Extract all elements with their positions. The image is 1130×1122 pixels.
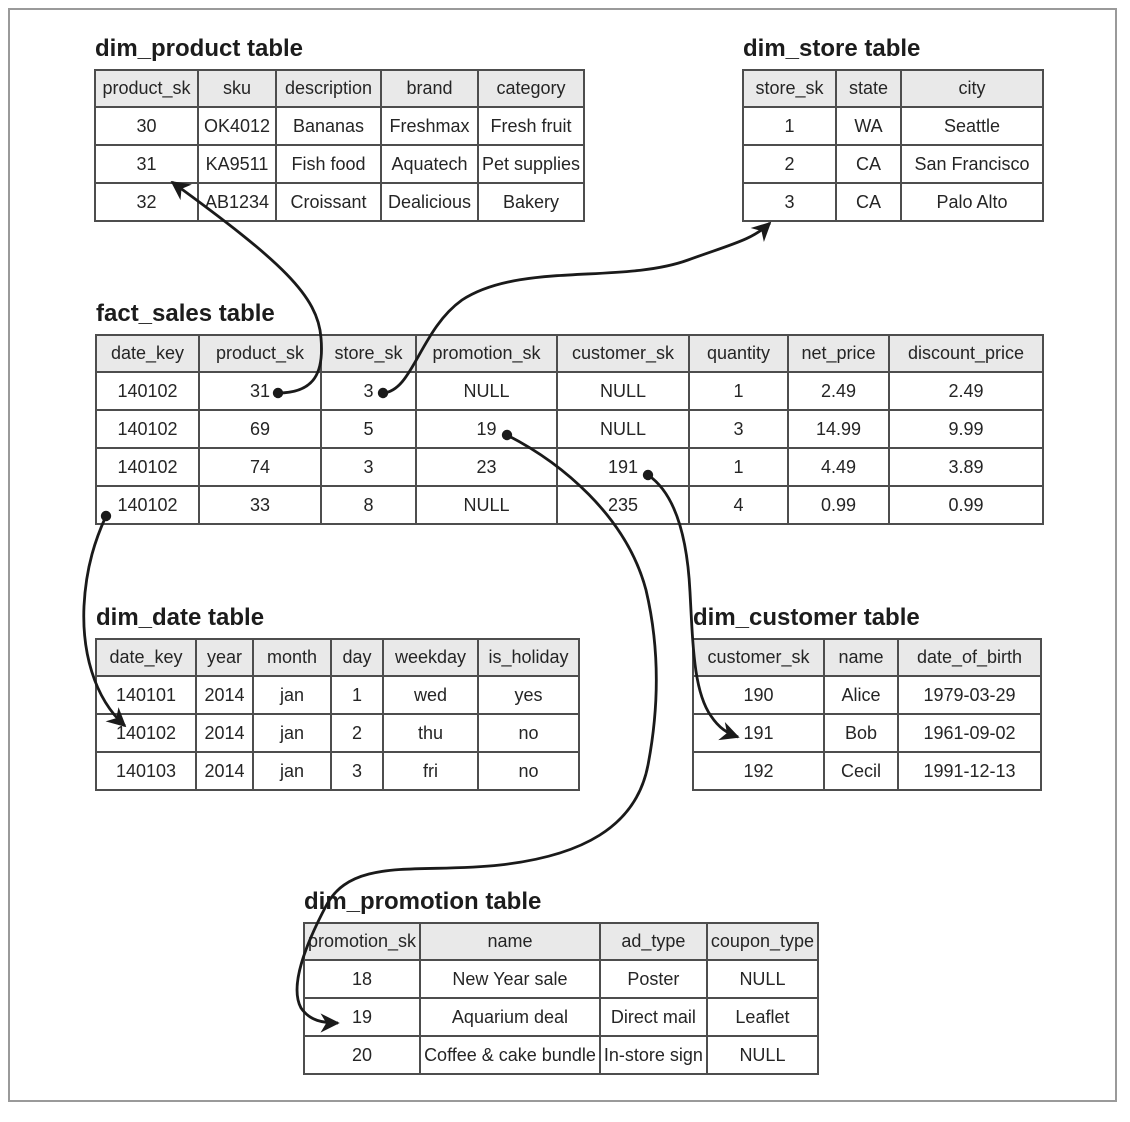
- table-cell: 1991-12-13: [898, 752, 1041, 790]
- table-cell: Poster: [600, 960, 707, 998]
- table-cell: 2014: [196, 714, 253, 752]
- table-row: [95, 107, 584, 145]
- column-header: store_sk: [321, 335, 416, 372]
- table-row: [304, 998, 818, 1036]
- table-row: [96, 676, 579, 714]
- table-row: [743, 145, 1043, 183]
- fact-sales-title: fact_sales table: [96, 300, 275, 327]
- table-row: [304, 1036, 818, 1074]
- table-cell: 3: [331, 752, 383, 790]
- table-cell: 192: [693, 752, 824, 790]
- dim-date-table-block: [95, 605, 580, 791]
- table-cell: Fresh fruit: [478, 107, 584, 145]
- table-cell: Pet supplies: [478, 145, 584, 183]
- table-row: [743, 107, 1043, 145]
- table-cell: 20: [304, 1036, 420, 1074]
- table-cell: NULL: [557, 372, 689, 410]
- table-cell: 3.89: [889, 448, 1043, 486]
- table-cell: 2: [331, 714, 383, 752]
- dim-store-table: [742, 69, 1044, 222]
- table-cell: 19: [304, 998, 420, 1036]
- column-header: net_price: [788, 335, 889, 372]
- table-cell: 1: [689, 448, 788, 486]
- column-header: date_key: [96, 639, 196, 676]
- table-cell: 140102: [96, 372, 199, 410]
- table-row: [96, 714, 579, 752]
- dim-store-title: dim_store table: [743, 35, 921, 62]
- column-header: product_sk: [95, 70, 198, 107]
- table-cell: Dealicious: [381, 183, 478, 221]
- table-cell: thu: [383, 714, 478, 752]
- table-cell: 33: [199, 486, 321, 524]
- column-header: customer_sk: [557, 335, 689, 372]
- table-row: [304, 960, 818, 998]
- table-cell: Bakery: [478, 183, 584, 221]
- dim-date-table: [95, 638, 580, 791]
- table-cell: Croissant: [276, 183, 381, 221]
- table-cell: 140101: [96, 676, 196, 714]
- fact-sales-table-block: [95, 301, 1044, 525]
- table-cell: Palo Alto: [901, 183, 1043, 221]
- table-cell: Coffee & cake bundle: [420, 1036, 600, 1074]
- table-cell: 190: [693, 676, 824, 714]
- table-cell: 2014: [196, 752, 253, 790]
- table-cell: 1: [331, 676, 383, 714]
- table-row: [96, 486, 1043, 524]
- table-cell: 191: [557, 448, 689, 486]
- header-row: [743, 70, 1043, 107]
- table-cell: 1979-03-29: [898, 676, 1041, 714]
- column-header: weekday: [383, 639, 478, 676]
- dim-product-title: dim_product table: [95, 35, 304, 62]
- table-cell: 1: [689, 372, 788, 410]
- table-cell: 1961-09-02: [898, 714, 1041, 752]
- table-cell: Aquarium deal: [420, 998, 600, 1036]
- column-header: city: [901, 70, 1043, 107]
- table-cell: 2: [743, 145, 836, 183]
- table-cell: CA: [836, 145, 901, 183]
- table-cell: 31: [199, 372, 321, 410]
- table-row: [96, 372, 1043, 410]
- table-cell: 69: [199, 410, 321, 448]
- column-header: is_holiday: [478, 639, 579, 676]
- column-header: product_sk: [199, 335, 321, 372]
- table-cell: no: [478, 714, 579, 752]
- header-row: [304, 923, 818, 960]
- table-cell: 140103: [96, 752, 196, 790]
- table-cell: KA9511: [198, 145, 276, 183]
- table-row: [693, 676, 1041, 714]
- table-cell: jan: [253, 714, 331, 752]
- table-cell: 19: [416, 410, 557, 448]
- table-cell: NULL: [416, 486, 557, 524]
- column-header: date_key: [96, 335, 199, 372]
- table-cell: NULL: [707, 1036, 818, 1074]
- table-cell: yes: [478, 676, 579, 714]
- table-cell: NULL: [707, 960, 818, 998]
- table-row: [693, 714, 1041, 752]
- table-row: [96, 410, 1043, 448]
- column-header: discount_price: [889, 335, 1043, 372]
- dim-customer-table: [692, 638, 1042, 791]
- column-header: category: [478, 70, 584, 107]
- table-cell: CA: [836, 183, 901, 221]
- column-header: promotion_sk: [416, 335, 557, 372]
- table-cell: 3: [321, 448, 416, 486]
- table-cell: no: [478, 752, 579, 790]
- column-header: month: [253, 639, 331, 676]
- table-cell: 23: [416, 448, 557, 486]
- table-cell: OK4012: [198, 107, 276, 145]
- dim-product-table: [94, 69, 585, 222]
- table-cell: Cecil: [824, 752, 898, 790]
- table-cell: Leaflet: [707, 998, 818, 1036]
- column-header: name: [824, 639, 898, 676]
- table-row: [693, 752, 1041, 790]
- table-row: [743, 183, 1043, 221]
- table-cell: San Francisco: [901, 145, 1043, 183]
- table-cell: 30: [95, 107, 198, 145]
- table-cell: 191: [693, 714, 824, 752]
- dim-promotion-title: dim_promotion table: [304, 888, 542, 915]
- table-cell: 5: [321, 410, 416, 448]
- column-header: coupon_type: [707, 923, 818, 960]
- column-header: day: [331, 639, 383, 676]
- dim-promotion-table: [303, 922, 819, 1075]
- dim-store-table-block: [742, 36, 1044, 222]
- table-cell: 0.99: [788, 486, 889, 524]
- table-cell: 9.99: [889, 410, 1043, 448]
- header-row: [693, 639, 1041, 676]
- table-cell: NULL: [416, 372, 557, 410]
- table-cell: 3: [743, 183, 836, 221]
- column-header: description: [276, 70, 381, 107]
- table-cell: 1: [743, 107, 836, 145]
- table-cell: Aquatech: [381, 145, 478, 183]
- table-cell: Bob: [824, 714, 898, 752]
- table-cell: 18: [304, 960, 420, 998]
- column-header: year: [196, 639, 253, 676]
- table-cell: 140102: [96, 486, 199, 524]
- table-cell: New Year sale: [420, 960, 600, 998]
- table-row: [95, 183, 584, 221]
- dim-date-title: dim_date table: [96, 604, 265, 631]
- column-header: brand: [381, 70, 478, 107]
- table-cell: 2.49: [889, 372, 1043, 410]
- table-cell: 140102: [96, 714, 196, 752]
- fact-sales-table: [95, 334, 1044, 525]
- table-cell: 4: [689, 486, 788, 524]
- header-row: [96, 639, 579, 676]
- table-cell: 74: [199, 448, 321, 486]
- table-cell: NULL: [557, 410, 689, 448]
- table-cell: Fish food: [276, 145, 381, 183]
- table-cell: 4.49: [788, 448, 889, 486]
- table-cell: 0.99: [889, 486, 1043, 524]
- column-header: promotion_sk: [304, 923, 420, 960]
- table-cell: Seattle: [901, 107, 1043, 145]
- column-header: quantity: [689, 335, 788, 372]
- table-cell: Freshmax: [381, 107, 478, 145]
- dim-promotion-table-block: [303, 889, 819, 1075]
- table-cell: Alice: [824, 676, 898, 714]
- column-header: state: [836, 70, 901, 107]
- table-cell: 235: [557, 486, 689, 524]
- table-cell: In-store sign: [600, 1036, 707, 1074]
- column-header: sku: [198, 70, 276, 107]
- table-row: [96, 448, 1043, 486]
- table-cell: WA: [836, 107, 901, 145]
- table-cell: AB1234: [198, 183, 276, 221]
- table-row: [95, 145, 584, 183]
- table-cell: 3: [321, 372, 416, 410]
- table-cell: 140102: [96, 448, 199, 486]
- column-header: date_of_birth: [898, 639, 1041, 676]
- table-cell: 2014: [196, 676, 253, 714]
- table-cell: Bananas: [276, 107, 381, 145]
- header-row: [96, 335, 1043, 372]
- table-cell: Direct mail: [600, 998, 707, 1036]
- table-cell: 14.99: [788, 410, 889, 448]
- table-cell: 3: [689, 410, 788, 448]
- column-header: store_sk: [743, 70, 836, 107]
- table-cell: jan: [253, 676, 331, 714]
- table-cell: 8: [321, 486, 416, 524]
- dim-product-table-block: [94, 36, 585, 222]
- header-row: [95, 70, 584, 107]
- table-cell: 2.49: [788, 372, 889, 410]
- dim-customer-title: dim_customer table: [693, 604, 920, 631]
- column-header: customer_sk: [693, 639, 824, 676]
- table-cell: fri: [383, 752, 478, 790]
- column-header: name: [420, 923, 600, 960]
- table-row: [96, 752, 579, 790]
- column-header: ad_type: [600, 923, 707, 960]
- table-cell: wed: [383, 676, 478, 714]
- table-cell: 31: [95, 145, 198, 183]
- table-cell: 32: [95, 183, 198, 221]
- table-cell: 140102: [96, 410, 199, 448]
- table-cell: jan: [253, 752, 331, 790]
- dim-customer-table-block: [692, 605, 1042, 791]
